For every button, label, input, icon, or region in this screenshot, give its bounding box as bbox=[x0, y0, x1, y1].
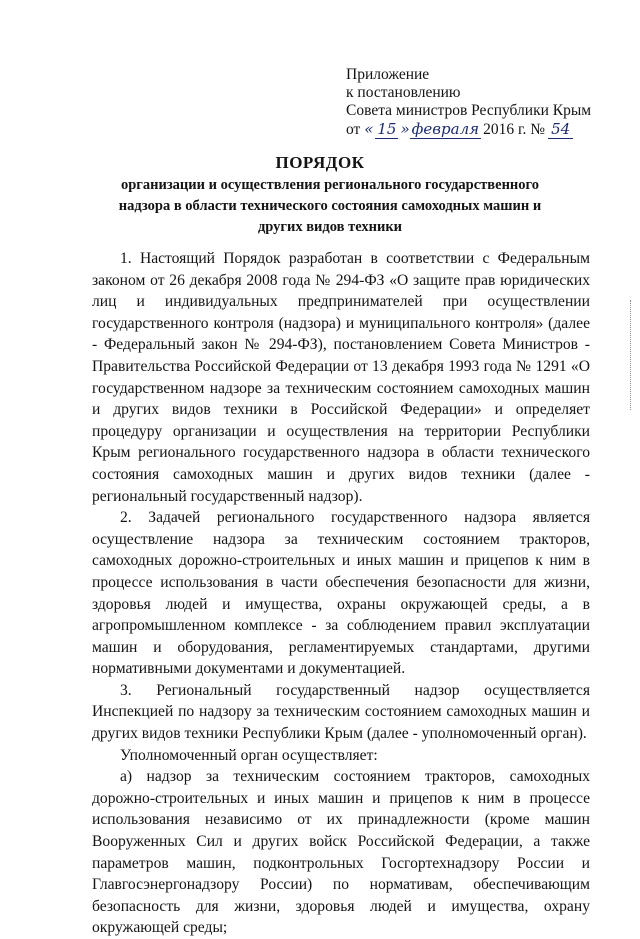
appendix-issuer: Совета министров Республики Крым bbox=[346, 102, 592, 119]
date-year: 2016 г. bbox=[483, 121, 527, 138]
scan-margin-mark bbox=[630, 300, 634, 410]
document-title: ПОРЯДОК bbox=[275, 153, 365, 172]
number-label: № bbox=[530, 121, 546, 138]
paragraph-2: 2. Задачей регионального государственного надзора является осуществление надзора за техническим состоянием тракторов, самоходных дорожно-строительных и иных машин и прицепов к ним в процессе использования в части обеспечения безопасности для жизни, здоровья людей и имущества, охраны окружающей среды, а в агропромышленном комплексе - за соблюдением правил эксплуатации машин и оборудования, регламентируемых стандартами, другими нормативными документами и документацией. bbox=[92, 509, 590, 678]
date-close-quote: » bbox=[400, 120, 410, 138]
date-open-quote: « bbox=[364, 120, 374, 138]
paragraph-4: Уполномоченный орган осуществляет: bbox=[120, 746, 378, 764]
appendix-header bbox=[346, 66, 626, 139]
document-subtitle: организации и осуществления регионального государственного надзора в области технического состояния самоходных машин и других видов техники bbox=[118, 177, 542, 235]
appendix-resolution-label: к постановлению bbox=[346, 84, 461, 101]
handwritten-date-day bbox=[364, 120, 409, 138]
date-prefix: от bbox=[346, 121, 361, 138]
date-day: 15 bbox=[377, 120, 397, 138]
appendix-label: Приложение bbox=[346, 66, 430, 83]
handwritten-date-month: февраля bbox=[411, 120, 480, 138]
document-body bbox=[92, 248, 590, 939]
paragraph-1: 1. Настоящий Порядок разработан в соответствии с Федеральным законом от 26 декабря 2008 года № 294-ФЗ «О защите прав юридических лиц и индивидуальных предпринимателей при осуществлении государственного контроля (надзора) и муниципального контроля» (далее - Федеральный закон № 294-ФЗ), постановлением Совета Министров - Правительства Российской Федерации от 13 декабря 1993 года № 1291 «О государственном надзоре за техническим состоянием самоходных машин и других видов техники в Российской Федерации» и определяет процедуру организации и осуществления на территории Республики Крым регионального государственного надзора в области технического состояния самоходных машин и других видов техники (далее - региональный государственный надзор). bbox=[92, 250, 590, 505]
paragraph-5: а) надзор за техническим состоянием тракторов, самоходных дорожно-строительных и иных машин и прицепов к ним в процессе использования независимо от их принадлежности (кроме машин Вооруженных Сил и других войск Российской Федерации, а также параметров машин, подконтрольных Госгортехнадзору России и Главгосэнергонадзору России) по нормативам, обеспечивающим безопасность для жизни, здоровья людей и имущества, охрану окружающей среды; bbox=[92, 768, 590, 937]
handwritten-number: 54 bbox=[548, 120, 573, 139]
paragraph-3: 3. Региональный государственный надзор осуществляется Инспекцией по надзору за техническим состоянием самоходных машин и других видов техники Республики Крым (далее - уполномоченный орган). bbox=[92, 681, 590, 743]
appendix-date-line bbox=[346, 120, 626, 139]
